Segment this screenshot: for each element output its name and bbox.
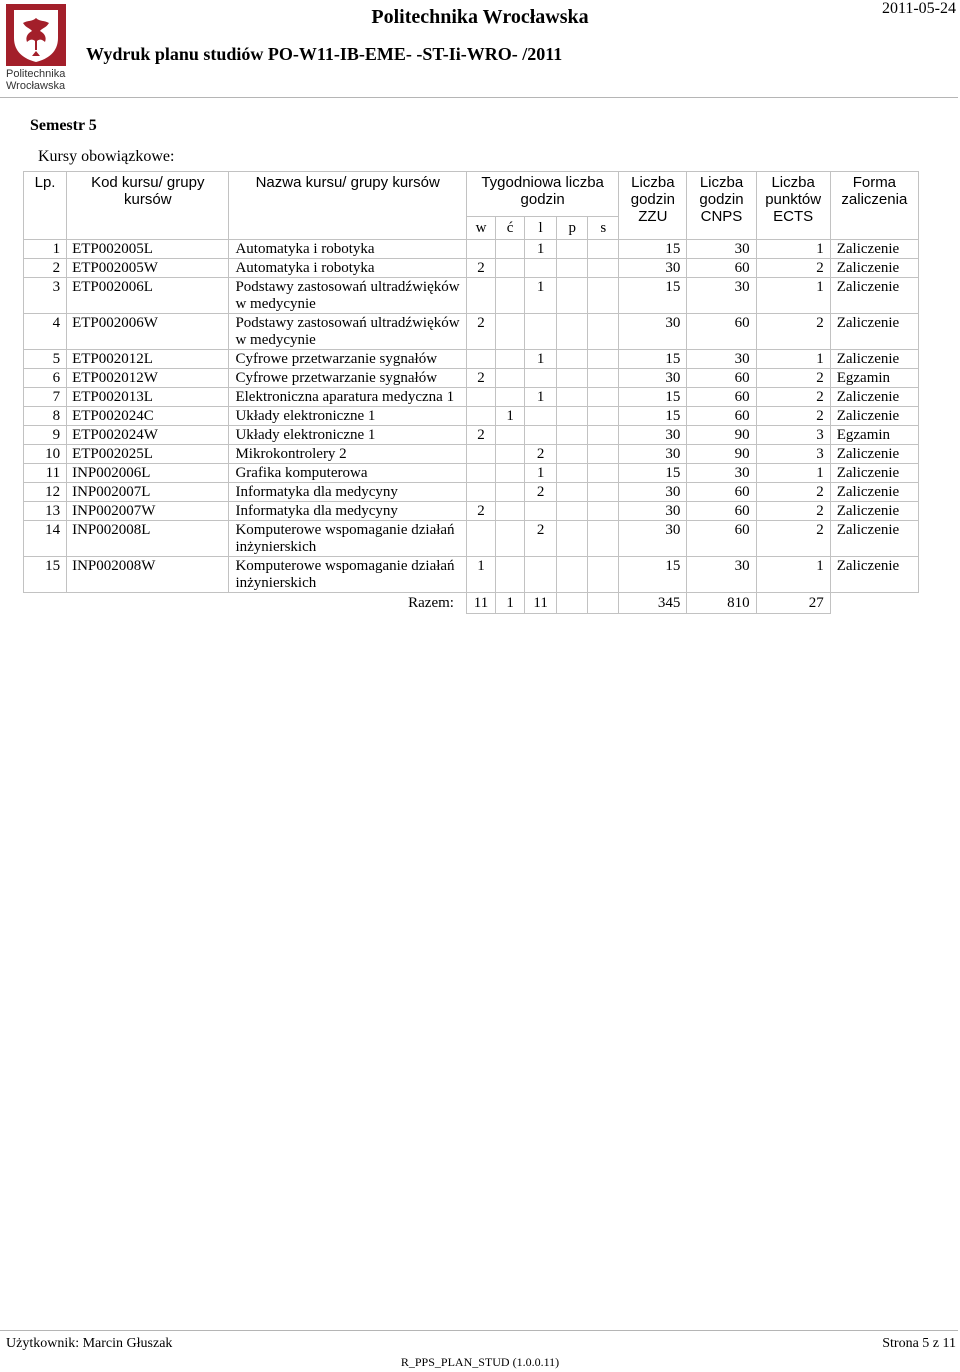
cell-kod: ETP002005L — [67, 240, 229, 259]
cell-p — [557, 557, 588, 593]
cell-lp: 3 — [24, 278, 67, 314]
cell-kod: INP002008L — [67, 521, 229, 557]
cell-lp: 6 — [24, 369, 67, 388]
cell-c — [496, 464, 525, 483]
cell-l — [525, 259, 557, 278]
cell-lp: 9 — [24, 426, 67, 445]
cell-cnps: 30 — [687, 350, 756, 369]
cell-nazwa: Elektroniczna aparatura medyczna 1 — [229, 388, 467, 407]
cell-w — [466, 464, 495, 483]
cell-lp: 8 — [24, 407, 67, 426]
cell-zzu: 30 — [619, 445, 687, 464]
cell-p — [557, 426, 588, 445]
cell-p — [557, 483, 588, 502]
cell-s — [588, 445, 619, 464]
cell-ects: 1 — [756, 350, 830, 369]
cell-s — [588, 369, 619, 388]
table-row — [24, 278, 919, 314]
cell-cnps: 60 — [687, 407, 756, 426]
cell-ects: 2 — [756, 369, 830, 388]
cell-p — [557, 521, 588, 557]
cell-w — [466, 278, 495, 314]
cell-kod: ETP002025L — [67, 445, 229, 464]
semester-heading: Semestr 5 — [30, 117, 97, 134]
col-header-l: l — [525, 217, 557, 240]
table-row — [24, 369, 919, 388]
summary-l: 11 — [525, 593, 557, 614]
cell-zzu: 30 — [619, 259, 687, 278]
cell-c — [496, 369, 525, 388]
cell-c — [496, 502, 525, 521]
table-row — [24, 407, 919, 426]
cell-c: 1 — [496, 407, 525, 426]
cell-kod: ETP002005W — [67, 259, 229, 278]
cell-p — [557, 445, 588, 464]
cell-ects: 2 — [756, 521, 830, 557]
cell-l — [525, 502, 557, 521]
cell-l: 2 — [525, 483, 557, 502]
footer-page-number: Strona 5 z 11 — [882, 1336, 956, 1351]
summary-s — [588, 593, 619, 614]
cell-ects: 2 — [756, 502, 830, 521]
cell-forma: Egzamin — [830, 426, 918, 445]
cell-lp: 15 — [24, 557, 67, 593]
cell-nazwa: Automatyka i robotyka — [229, 240, 467, 259]
cell-w: 2 — [466, 314, 495, 350]
cell-s — [588, 259, 619, 278]
table-row — [24, 314, 919, 350]
table-row — [24, 464, 919, 483]
cell-cnps: 60 — [687, 314, 756, 350]
cell-p — [557, 369, 588, 388]
cell-w — [466, 521, 495, 557]
cell-cnps: 60 — [687, 369, 756, 388]
cell-lp: 5 — [24, 350, 67, 369]
cell-c — [496, 388, 525, 407]
cell-zzu: 30 — [619, 426, 687, 445]
cell-p — [557, 388, 588, 407]
cell-s — [588, 483, 619, 502]
cell-p — [557, 502, 588, 521]
cell-forma: Zaliczenie — [830, 314, 918, 350]
cell-cnps: 30 — [687, 557, 756, 593]
cell-ects: 3 — [756, 445, 830, 464]
study-plan-table — [23, 171, 919, 614]
col-header-zzu: Liczba godzin ZZU — [619, 172, 687, 240]
col-header-cnps: Liczba godzin CNPS — [687, 172, 756, 240]
summary-ects: 27 — [756, 593, 830, 614]
cell-forma: Zaliczenie — [830, 557, 918, 593]
table-row — [24, 388, 919, 407]
cell-c — [496, 240, 525, 259]
cell-w: 1 — [466, 557, 495, 593]
cell-lp: 1 — [24, 240, 67, 259]
col-header-w: w — [466, 217, 495, 240]
cell-lp: 11 — [24, 464, 67, 483]
cell-p — [557, 350, 588, 369]
table-row — [24, 445, 919, 464]
table-row — [24, 240, 919, 259]
cell-p — [557, 278, 588, 314]
col-header-nazwa: Nazwa kursu/ grupy kursów — [229, 172, 467, 240]
cell-cnps: 60 — [687, 388, 756, 407]
cell-forma: Zaliczenie — [830, 350, 918, 369]
cell-cnps: 30 — [687, 240, 756, 259]
cell-lp: 13 — [24, 502, 67, 521]
cell-nazwa: Podstawy zastosowań ultradźwięków w medycynie — [229, 314, 467, 350]
cell-kod: INP002006L — [67, 464, 229, 483]
cell-cnps: 90 — [687, 445, 756, 464]
cell-cnps: 30 — [687, 464, 756, 483]
cell-kod: ETP002006W — [67, 314, 229, 350]
col-header-lp: Lp. — [24, 172, 67, 240]
cell-cnps: 90 — [687, 426, 756, 445]
col-header-c: ć — [496, 217, 525, 240]
cell-zzu: 15 — [619, 407, 687, 426]
col-header-ects: Liczba punktów ECTS — [756, 172, 830, 240]
table-row — [24, 502, 919, 521]
cell-s — [588, 388, 619, 407]
cell-ects: 2 — [756, 259, 830, 278]
cell-l: 1 — [525, 240, 557, 259]
cell-w: 2 — [466, 259, 495, 278]
cell-kod: ETP002024W — [67, 426, 229, 445]
cell-forma: Zaliczenie — [830, 388, 918, 407]
cell-l: 1 — [525, 464, 557, 483]
cell-w: 2 — [466, 502, 495, 521]
cell-w — [466, 445, 495, 464]
cell-zzu: 30 — [619, 521, 687, 557]
cell-zzu: 30 — [619, 369, 687, 388]
cell-zzu: 30 — [619, 502, 687, 521]
cell-nazwa: Układy elektroniczne 1 — [229, 407, 467, 426]
cell-zzu: 30 — [619, 314, 687, 350]
cell-w: 2 — [466, 369, 495, 388]
cell-zzu: 30 — [619, 483, 687, 502]
summary-p — [557, 593, 588, 614]
cell-s — [588, 278, 619, 314]
cell-ects: 1 — [756, 240, 830, 259]
cell-w: 2 — [466, 426, 495, 445]
cell-lp: 4 — [24, 314, 67, 350]
cell-nazwa: Grafika komputerowa — [229, 464, 467, 483]
cell-s — [588, 314, 619, 350]
cell-s — [588, 521, 619, 557]
footer-user: Użytkownik: Marcin Głuszak — [6, 1336, 173, 1351]
cell-ects: 1 — [756, 557, 830, 593]
cell-w — [466, 350, 495, 369]
cell-c — [496, 521, 525, 557]
cell-nazwa: Komputerowe wspomaganie działań inżynierskich — [229, 521, 467, 557]
cell-w — [466, 407, 495, 426]
cell-ects: 2 — [756, 388, 830, 407]
cell-ects: 1 — [756, 464, 830, 483]
cell-zzu: 15 — [619, 464, 687, 483]
cell-s — [588, 407, 619, 426]
cell-c — [496, 278, 525, 314]
cell-kod: INP002008W — [67, 557, 229, 593]
university-name: Politechnika Wrocławska — [371, 6, 589, 28]
cell-l: 1 — [525, 388, 557, 407]
footer-divider — [0, 1330, 958, 1331]
logo-text-line2: Wrocławska — [6, 80, 66, 92]
cell-s — [588, 426, 619, 445]
cell-forma: Zaliczenie — [830, 240, 918, 259]
cell-p — [557, 407, 588, 426]
cell-s — [588, 350, 619, 369]
cell-w — [466, 483, 495, 502]
cell-forma: Zaliczenie — [830, 502, 918, 521]
cell-lp: 12 — [24, 483, 67, 502]
cell-s — [588, 464, 619, 483]
cell-ects: 2 — [756, 483, 830, 502]
cell-c — [496, 483, 525, 502]
cell-nazwa: Automatyka i robotyka — [229, 259, 467, 278]
cell-ects: 2 — [756, 407, 830, 426]
cell-l: 2 — [525, 445, 557, 464]
cell-l — [525, 314, 557, 350]
cell-zzu: 15 — [619, 557, 687, 593]
summary-zzu: 345 — [619, 593, 687, 614]
cell-c — [496, 557, 525, 593]
cell-kod: INP002007W — [67, 502, 229, 521]
cell-c — [496, 259, 525, 278]
table-row — [24, 521, 919, 557]
cell-forma: Zaliczenie — [830, 259, 918, 278]
cell-l — [525, 557, 557, 593]
cell-cnps: 60 — [687, 521, 756, 557]
summary-row — [24, 593, 919, 614]
col-header-tygodniowa: Tygodniowa liczba godzin — [466, 172, 618, 217]
cell-nazwa: Komputerowe wspomaganie działań inżynierskich — [229, 557, 467, 593]
cell-s — [588, 240, 619, 259]
cell-ects: 3 — [756, 426, 830, 445]
cell-forma: Zaliczenie — [830, 464, 918, 483]
table-row — [24, 483, 919, 502]
cell-w — [466, 388, 495, 407]
cell-forma: Egzamin — [830, 369, 918, 388]
cell-cnps: 60 — [687, 259, 756, 278]
cell-forma: Zaliczenie — [830, 278, 918, 314]
summary-cnps: 810 — [687, 593, 756, 614]
cell-w — [466, 240, 495, 259]
cell-l: 1 — [525, 350, 557, 369]
cell-nazwa: Informatyka dla medycyny — [229, 502, 467, 521]
cell-forma: Zaliczenie — [830, 445, 918, 464]
cell-nazwa: Podstawy zastosowań ultradźwięków w medycynie — [229, 278, 467, 314]
cell-lp: 2 — [24, 259, 67, 278]
table-header-row — [24, 172, 919, 217]
cell-nazwa: Mikrokontrolery 2 — [229, 445, 467, 464]
cell-p — [557, 464, 588, 483]
cell-c — [496, 445, 525, 464]
document-title: Wydruk planu studiów PO-W11-IB-EME- -ST-Ii-WRO- /2011 — [86, 44, 563, 64]
col-header-forma: Forma zaliczenia — [830, 172, 918, 240]
cell-c — [496, 350, 525, 369]
cell-s — [588, 502, 619, 521]
footer-report-id: R_PPS_PLAN_STUD (1.0.0.11) — [400, 1355, 560, 1369]
print-date: 2011-05-24 — [881, 0, 956, 17]
cell-cnps: 60 — [687, 502, 756, 521]
cell-nazwa: Cyfrowe przetwarzanie sygnałów — [229, 350, 467, 369]
table-row — [24, 259, 919, 278]
cell-lp: 7 — [24, 388, 67, 407]
col-header-s: s — [588, 217, 619, 240]
cell-nazwa: Układy elektroniczne 1 — [229, 426, 467, 445]
cell-kod: ETP002012W — [67, 369, 229, 388]
cell-l — [525, 407, 557, 426]
cell-kod: ETP002012L — [67, 350, 229, 369]
logo-text-line1: Politechnika — [6, 68, 66, 80]
cell-forma: Zaliczenie — [830, 407, 918, 426]
courses-section-label: Kursy obowiązkowe: — [38, 148, 175, 165]
header-divider — [0, 97, 958, 98]
cell-cnps: 60 — [687, 483, 756, 502]
cell-l — [525, 426, 557, 445]
cell-p — [557, 259, 588, 278]
cell-l — [525, 369, 557, 388]
cell-l: 2 — [525, 521, 557, 557]
cell-p — [557, 240, 588, 259]
table-row — [24, 557, 919, 593]
cell-zzu: 15 — [619, 350, 687, 369]
cell-kod: ETP002013L — [67, 388, 229, 407]
cell-s — [588, 557, 619, 593]
cell-lp: 10 — [24, 445, 67, 464]
col-header-kod: Kod kursu/ grupy kursów — [67, 172, 229, 240]
cell-cnps: 30 — [687, 278, 756, 314]
cell-ects: 1 — [756, 278, 830, 314]
cell-nazwa: Cyfrowe przetwarzanie sygnałów — [229, 369, 467, 388]
table-row — [24, 426, 919, 445]
summary-w: 11 — [466, 593, 495, 614]
cell-forma: Zaliczenie — [830, 521, 918, 557]
table-row — [24, 350, 919, 369]
cell-l: 1 — [525, 278, 557, 314]
cell-kod: ETP002024C — [67, 407, 229, 426]
cell-zzu: 15 — [619, 388, 687, 407]
cell-lp: 14 — [24, 521, 67, 557]
cell-nazwa: Informatyka dla medycyny — [229, 483, 467, 502]
summary-c: 1 — [496, 593, 525, 614]
cell-c — [496, 426, 525, 445]
cell-kod: INP002007L — [67, 483, 229, 502]
cell-ects: 2 — [756, 314, 830, 350]
cell-c — [496, 314, 525, 350]
summary-label: Razem: — [408, 595, 454, 611]
cell-zzu: 15 — [619, 240, 687, 259]
cell-p — [557, 314, 588, 350]
cell-forma: Zaliczenie — [830, 483, 918, 502]
col-header-p: p — [557, 217, 588, 240]
cell-zzu: 15 — [619, 278, 687, 314]
summary-empty — [830, 593, 918, 614]
cell-kod: ETP002006L — [67, 278, 229, 314]
